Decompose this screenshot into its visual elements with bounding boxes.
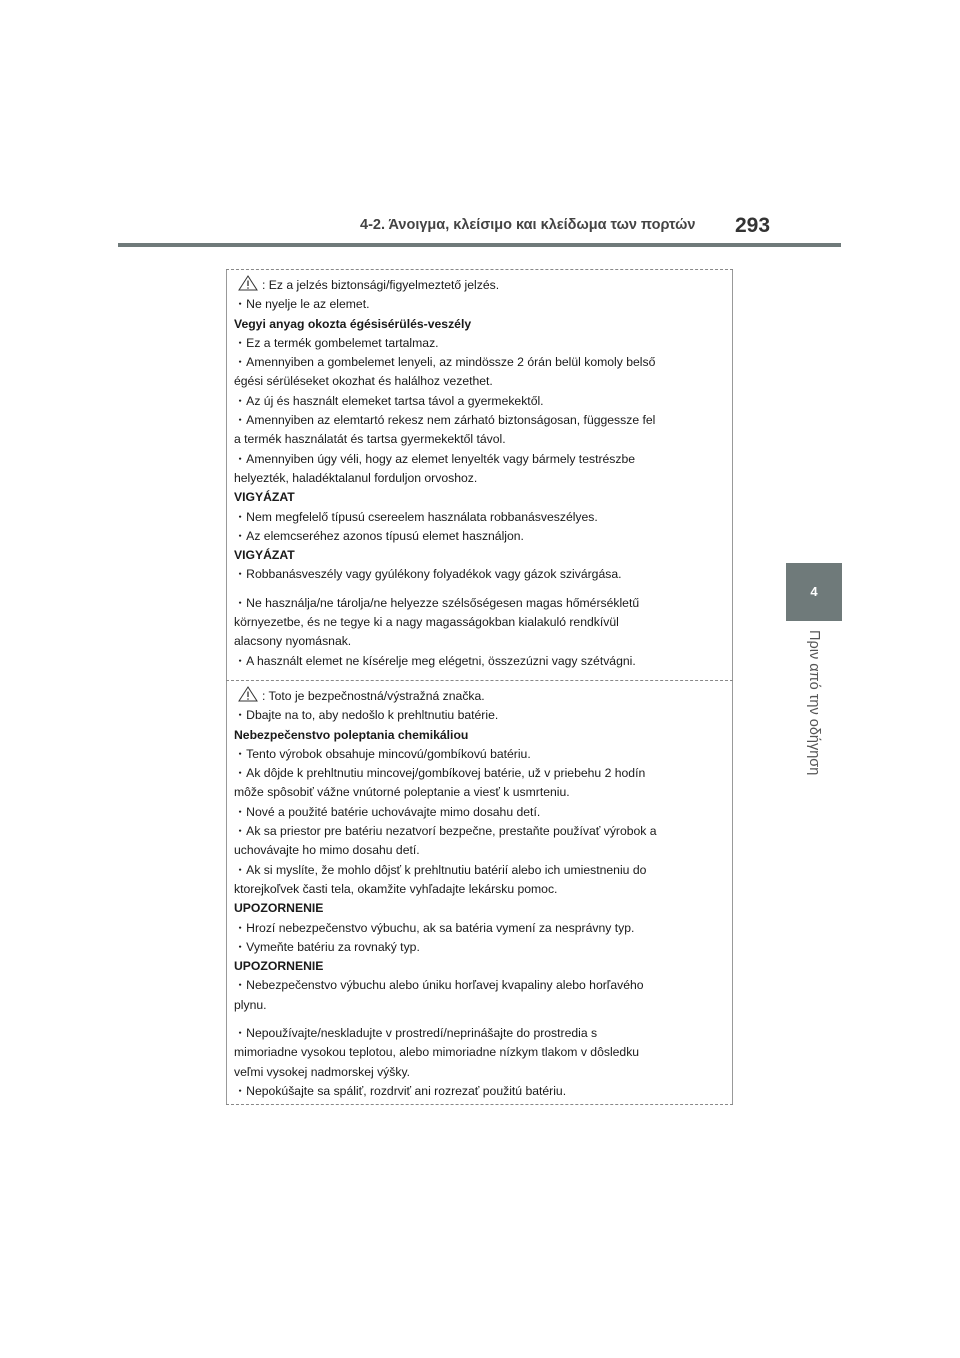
subheading: Vegyi anyag okozta égésisérülés-veszély <box>234 316 472 331</box>
text-line: ・Vymeňte batériu za rovnaký typ. <box>234 939 420 954</box>
caution-heading: UPOZORNENIE <box>234 959 324 974</box>
text-line: alacsony nyomásnak. <box>234 634 352 649</box>
symbol-line <box>234 275 724 295</box>
page-number: 293 <box>735 214 771 237</box>
text-line: veľmi vysokej nadmorskej výšky. <box>234 1064 411 1079</box>
warning-box-hungarian <box>226 269 733 680</box>
text-line: ・Ak si myslíte, že mohlo dôjsť k prehltnutiu batérií alebo ich umiestneniu do <box>234 862 647 877</box>
symbol-line-text: : Toto je bezpečnostná/výstražná značka. <box>262 689 485 703</box>
text-line: égési sérüléseket okozhat és halálhoz vezethet. <box>234 374 493 389</box>
symbol-line-text: : Ez a jelzés biztonsági/figyelmeztető jelzés. <box>262 278 500 292</box>
text-line: ・Nebezpečenstvo výbuchu alebo úniku horľavej kvapaliny alebo horľavého <box>234 978 644 993</box>
caution-heading: VIGYÁZAT <box>234 548 295 563</box>
chapter-number-tab: 4 <box>786 563 842 621</box>
subheading: Nebezpečenstvo poleptania chemikáliou <box>234 727 469 742</box>
text-line: ・Ne használja/ne tárolja/ne helyezze szélsőségesen magas hőmérsékletű <box>234 595 640 610</box>
text-line: ・Nepokúšajte sa spáliť, rozdrviť ani rozrezať použitú batériu. <box>234 1083 567 1098</box>
text-line: ・Nem megfelelő típusú csereelem használata robbanásveszélyes. <box>234 509 598 524</box>
text-line: ・Ak sa priestor pre batériu nezatvorí bezpečne, prestaňte používať výrobok a <box>234 824 657 839</box>
header-divider <box>118 243 841 247</box>
chapter-side-label-text: Πριν από την οδήγηση <box>806 630 822 776</box>
caution-heading: UPOZORNENIE <box>234 901 324 916</box>
text-line: ktorejkoľvek časti tela, okamžite vyhľadajte lekársku pomoc. <box>234 881 558 896</box>
text-line: plynu. <box>234 997 267 1012</box>
text-line: môže spôsobiť vážne vnútorné poleptanie a viesť k usmrteniu. <box>234 785 570 800</box>
text-line: ・Nepoužívajte/neskladujte v prostredí/neprinášajte do prostredia s <box>234 1026 598 1041</box>
text-line: ・Ak dôjde k prehltnutiu mincovej/gombíkovej batérie, už v priebehu 2 hodín <box>234 766 646 781</box>
symbol-line <box>234 686 724 706</box>
text-line: ・Nové a použité batérie uchovávajte mimo dosahu detí. <box>234 804 541 819</box>
text-line: ・Robbanásveszély vagy gyúlékony folyadékok vagy gázok szivárgása. <box>234 567 622 582</box>
text-line: a termék használatát és tartsa gyermekektől távol. <box>234 432 506 447</box>
text-line: ・Amennyiben az elemtartó rekesz nem zárható biztonságosan, függessze fel <box>234 413 656 428</box>
text-line: ・Az elemcseréhez azonos típusú elemet használjon. <box>234 528 524 543</box>
text-line: ・Ne nyelje le az elemet. <box>234 297 370 312</box>
text-line: környezetbe, és ne tegye ki a nagy magasságokban kialakuló rendkívül <box>234 615 619 630</box>
text-line: mimoriadne vysokou teplotou, alebo mimoriadne nízkym tlakom v dôsledku <box>234 1045 640 1060</box>
text-line: ・Amennyiben a gombelemet lenyeli, az mindössze 2 órán belül komoly belső <box>234 355 656 370</box>
text-line: ・Tento výrobok obsahuje mincovú/gombíkovú batériu. <box>234 746 531 761</box>
caution-heading: VIGYÁZAT <box>234 490 295 505</box>
warning-triangle-icon <box>238 275 258 291</box>
chapter-side-label <box>789 630 839 830</box>
text-line: ・Dbajte na to, aby nedošlo k prehltnutiu batérie. <box>234 708 499 723</box>
text-line: ・Amennyiben úgy véli, hogy az elemet lenyelték vagy bármely testrészbe <box>234 451 636 466</box>
text-line: helyezték, haladéktalanul forduljon orvoshoz. <box>234 470 478 485</box>
warning-box-slovak <box>226 680 733 1105</box>
warning-triangle-icon <box>238 686 258 702</box>
text-line: ・A használt elemet ne kísérelje meg elégetni, összezúzni vagy szétvágni. <box>234 653 636 668</box>
text-line: ・Az új és használt elemeket tartsa távol a gyermekektől. <box>234 393 544 408</box>
text-line: ・Ez a termék gombelemet tartalmaz. <box>234 335 439 350</box>
section-title: 4-2. Άνοιγμα, κλείσιμο και κλείδωμα των πορτών <box>360 217 696 233</box>
text-line: uchovávajte ho mimo dosahu detí. <box>234 843 420 858</box>
text-line: ・Hrozí nebezpečenstvo výbuchu, ak sa batéria vymení za nesprávny typ. <box>234 920 635 935</box>
